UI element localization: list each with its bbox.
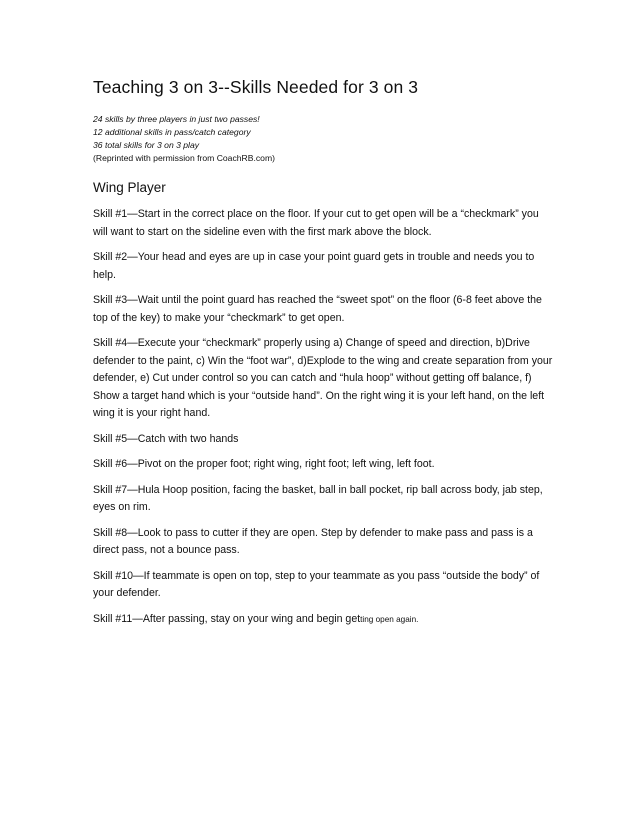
document-title: Teaching 3 on 3--Skills Needed for 3 on 3 — [93, 77, 419, 97]
note-line: 36 total skills for 3 on 3 play — [93, 140, 200, 150]
skill-paragraph: Skill #6—Pivot on the proper foot; right wing, right foot; left wing, left foot. — [93, 458, 435, 470]
skill-paragraph: Skill #10—If teammate is open on top, step to your teammate as you pass “outside the body” of your defender. — [93, 569, 540, 599]
skill-paragraph-last — [93, 611, 553, 629]
note-line: 24 skills by three players in just two passes! — [93, 114, 260, 124]
skill-text-tail: ting open again. — [360, 614, 419, 624]
note-line: 12 additional skills in pass/catch category — [93, 127, 251, 137]
skill-paragraph: Skill #7—Hula Hoop position, facing the basket, ball in ball pocket, rip ball across body, jab step, eyes on rim. — [93, 483, 543, 513]
skill-paragraph: Skill #2—Your head and eyes are up in case your point guard gets in trouble and needs you to help. — [93, 251, 535, 281]
skill-text: Skill #11—After passing, stay on your wing and begin get — [93, 612, 361, 625]
reprint-credit: (Reprinted with permission from CoachRB.com) — [93, 153, 275, 163]
skill-paragraph: Skill #5—Catch with two hands — [93, 432, 239, 445]
skill-paragraph: Skill #3—Wait until the point guard has reached the “sweet spot” on the floor (6-8 feet above the top of the key) to make your “checkmark” to get open. — [93, 294, 542, 324]
skill-paragraph: Skill #4—Execute your “checkmark” properly using a) Change of speed and direction, b)Drive defender to the paint, c) Win the “foot war”, d)Explode to the wing and create separation from your defender, e) Cut under control so you can catch and “hula hoop” without getting off balance, f) Show a target hand which is your “outside hand”. On the right wing it is your left hand, on the left wing it is your right hand. — [93, 337, 553, 419]
skill-paragraph: Skill #1—Start in the correct place on the floor. If your cut to get open will be a “checkmark” you will want to start on the sideline even with the first mark above the block. — [93, 208, 539, 238]
section-heading: Wing Player — [93, 180, 166, 195]
skill-paragraph: Skill #8—Look to pass to cutter if they are open. Step by defender to make pass and pass is a direct pass, not a bounce pass. — [93, 526, 533, 556]
intro-notes — [93, 113, 553, 165]
document-page — [93, 76, 553, 636]
